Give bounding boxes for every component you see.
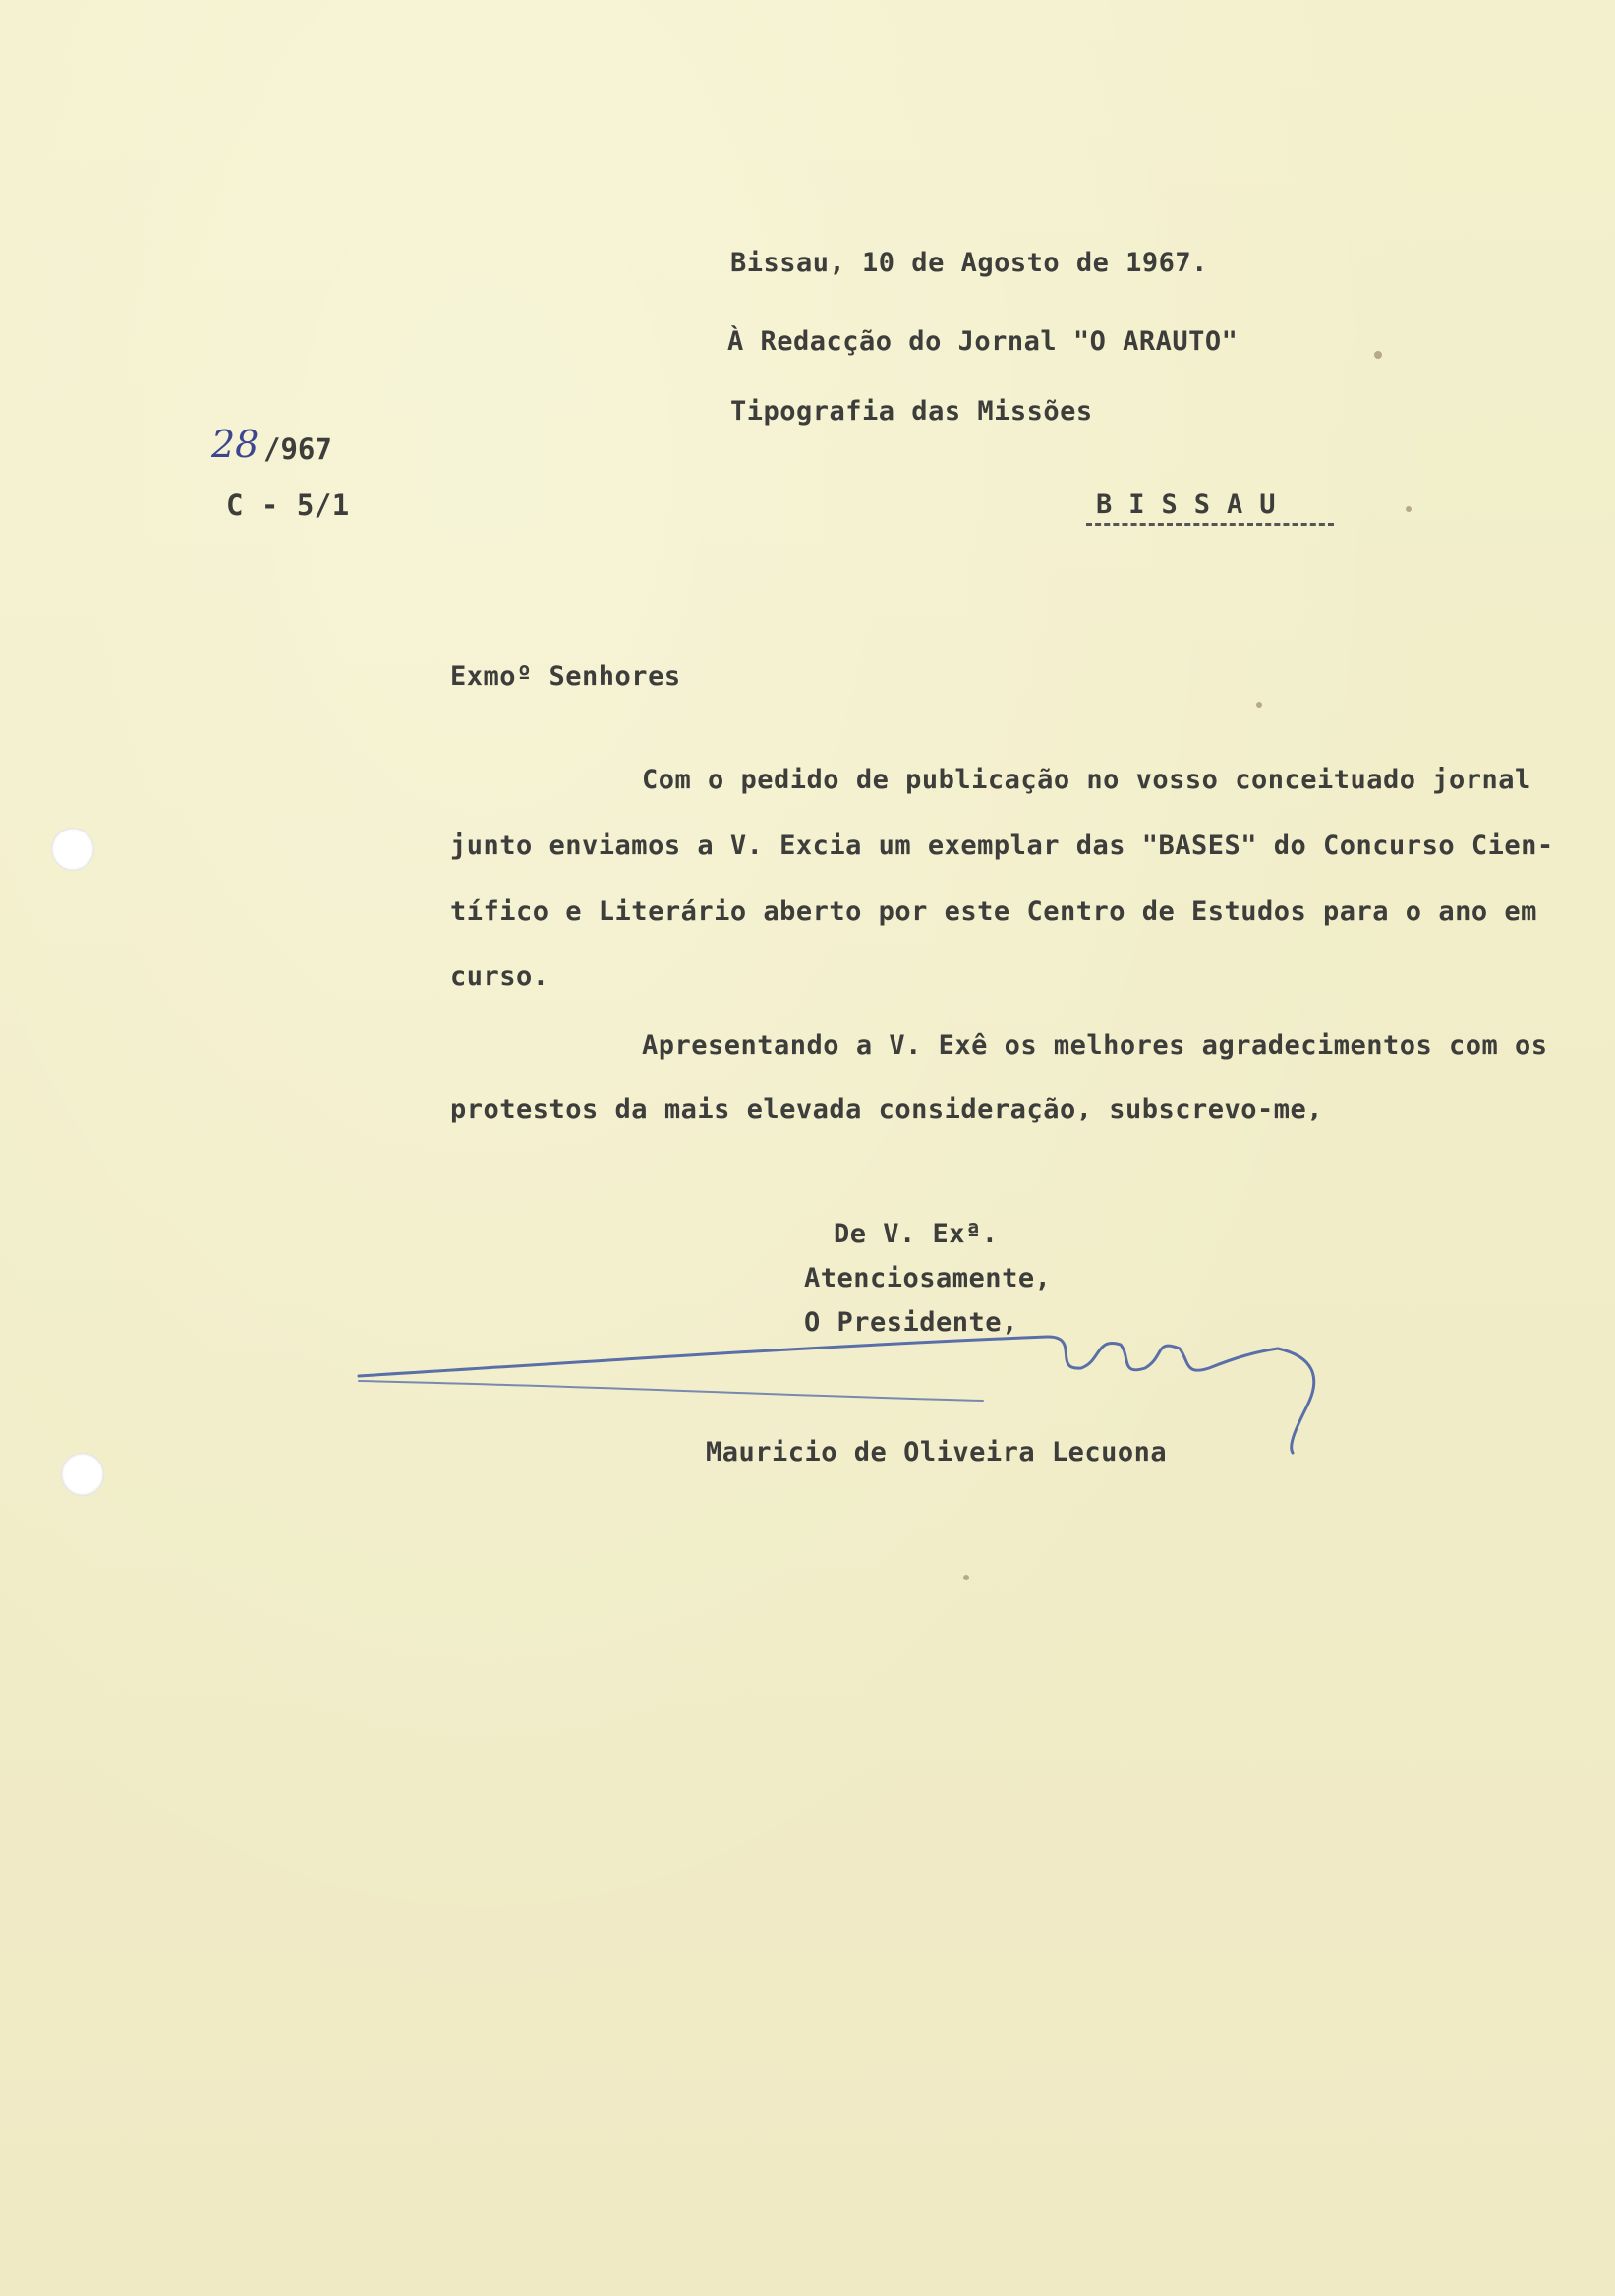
body-line: protestos da mais elevada consideração, subscrevo-me, — [450, 1094, 1324, 1124]
body-line: Apresentando a V. Exê os melhores agradecimentos com os — [642, 1030, 1548, 1061]
closing-line: De V. Exª. — [834, 1219, 999, 1249]
recipient-address: Tipografia das Missões — [730, 396, 1093, 427]
reference-code: C - 5/1 — [226, 488, 350, 522]
closing-line: O Presidente, — [804, 1307, 1018, 1338]
recipient-city: BISSAU — [1096, 489, 1293, 520]
reference-year: /967 — [263, 432, 332, 466]
body-line: junto enviamos a V. Excia um exemplar das "BASES" do Concurso Cien- — [450, 831, 1554, 861]
letter-date: Bissau, 10 de Agosto de 1967. — [730, 248, 1208, 278]
salutation: Exmoº Senhores — [450, 661, 681, 692]
body-line: curso. — [450, 961, 549, 992]
body-line: tífico e Literário aberto por este Centro de Estudos para o ano em — [450, 896, 1537, 927]
reference-number-handwritten: 28 — [211, 423, 260, 466]
recipient-name: À Redacção do Jornal "O ARAUTO" — [727, 326, 1239, 357]
signatory-name: Mauricio de Oliveira Lecuona — [706, 1437, 1168, 1467]
closing-line: Atenciosamente, — [804, 1263, 1052, 1293]
body-line: Com o pedido de publicação no vosso conceituado jornal — [642, 765, 1531, 795]
